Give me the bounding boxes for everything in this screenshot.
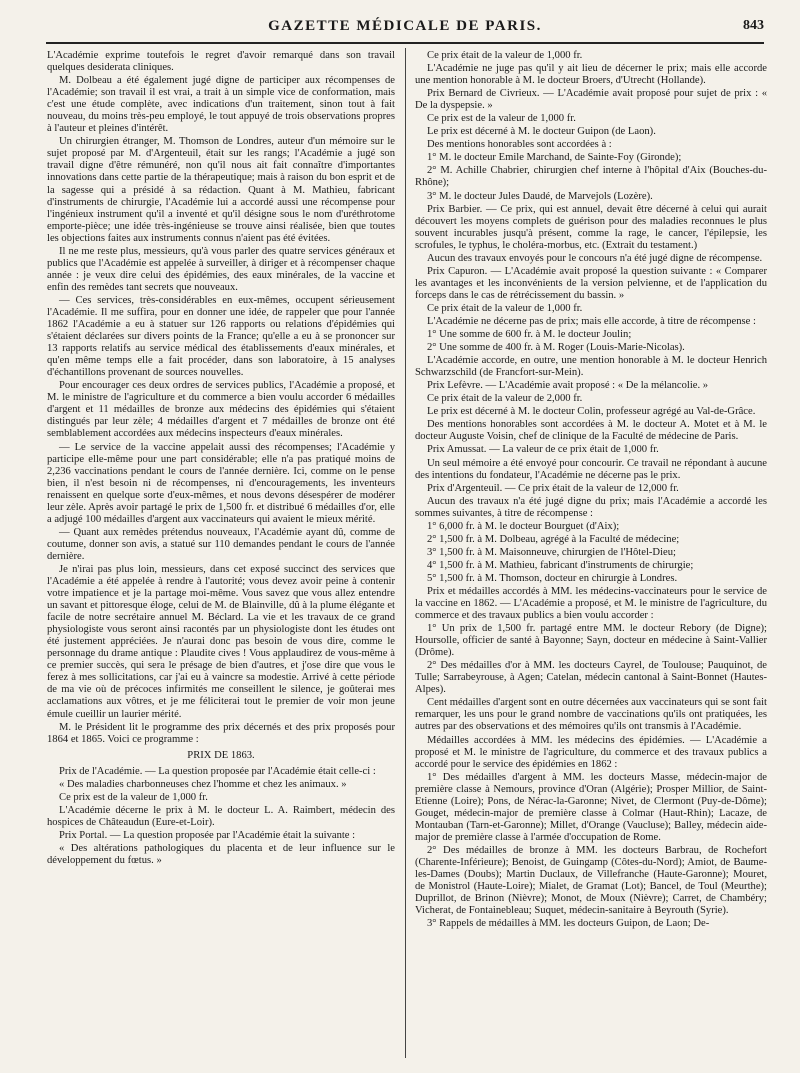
left-paragraph: — Le service de la vaccine appelait aussi des récompenses; l'Académie y participe elle-même pour une part considérable; elle n'a pas pratiqué moins de 2,236 vaccinations pendant le cours de l'année dernière. Ici, comme on le pense bien, il n'est besoin ni de récompenses, ni d'encouragements, les inventeurs renaissent en quelque sorte d'eux-mêmes, et nous devons désespérer de modérer leur zèle. Après avoir partagé le prix de 1,500 fr. et distribué 6 médailles d'or, elle a adjugé 100 médailles d'argent aux vaccinateurs qui avaient le mieux mérité. <box>47 441 395 525</box>
right-paragraph: Prix et médailles accordés à MM. les médecins-vaccinateurs pour le service de la vaccine en 1862. — L'Académie a proposé, et M. le ministre de l'agriculture, du commerce et des travaux publics a bien voulu accorder : <box>415 585 767 622</box>
right-paragraph: 3° 1,500 fr. à M. Maisonneuve, chirurgien de l'Hôtel-Dieu; <box>427 546 676 558</box>
right-paragraph: 3° M. le docteur Jules Daudé, de Marvejols (Lozère). <box>427 190 653 202</box>
right-paragraph: Prix Capuron. — L'Académie avait proposé la question suivante : « Comparer les avantages et les inconvénients de la version pelvienne, et de l'application du forceps dans le cas de rétrécissement du bassin. » <box>415 265 767 301</box>
left-column <box>47 50 395 868</box>
left-paragraph: M. Dolbeau a été également jugé digne de participer aux récompenses de l'Académie; son travail il est vrai, a trait à un simple vice de conformation, mais c'est une étude complète, avec indications d'un traitement, sinon tout à fait nouveau, du moins très-peu employé, le tout appuyé de trois observations propres à l'auteur et pleines d'intérêt. <box>47 75 395 135</box>
right-paragraph: 1° M. le docteur Emile Marchand, de Sainte-Foy (Gironde); <box>427 152 682 164</box>
left-paragraph: « Des maladies charbonneuses chez l'homme et chez les animaux. » <box>59 778 347 790</box>
right-paragraph: 2° M. Achille Chabrier, chirurgien chef interne à l'hôpital d'Aix (Bouches-du-Rhône); <box>415 165 767 189</box>
right-paragraph: 2° 1,500 fr. à M. Dolbeau, agrégé à la Faculté de médecine; <box>427 533 680 545</box>
right-paragraph: 1° 6,000 fr. à M. le docteur Bourguet (d'Aix); <box>427 520 620 532</box>
right-column <box>415 50 767 931</box>
left-paragraph: « Des altérations pathologiques du placenta et de leur influence sur le développement du fœtus. » <box>47 843 395 867</box>
right-paragraph: L'Académie accorde, en outre, une mention honorable à M. le docteur Henrich Schwarzschild (de Francfort-sur-Mein). <box>415 355 767 379</box>
right-paragraph: Le prix est décerné à M. le docteur Guipon (de Laon). <box>427 126 656 138</box>
right-paragraph: 3° Rappels de médailles à MM. les docteurs Guipon, de Laon; De- <box>427 918 710 930</box>
left-paragraph: Je n'irai pas plus loin, messieurs, dans cet exposé succinct des services que l'Académie a été appelée à rendre à l'autorité; vous devez avoir peine à contenir votre impatience et je la partage moi-même. Vous savez que vous allez entendre un savant et pittoresque éloge, celui de M. de Blainville, dû à la plume élégante et facile de notre secrétaire annuel M. Béclard. La vie et les travaux de ce grand physiologiste vous seront ainsi racontés par un physiologiste dont les études ont été justement appréciées. Je n'aurai donc pas besoin de vous dire, comme le personnage du drame antique : Plaudite cives ! Vous applaudirez de vous-même à ce premier succès, qui sera le présage de bien d'autres, et j'ose dire que vous le ferez à mes sollicitations, car j'ai eu à vaincre sa modestie. Arrivé à cette période de ma vie où de précoces infirmités me conseillent le silence, je goûterai mes acclamations aux vôtres, et je me féliciterai tout le premier de voir mon jeune émule cueillir un laurier mérité. <box>47 563 395 720</box>
running-title: GAZETTE MÉDICALE DE PARIS. <box>268 18 542 34</box>
right-paragraph: Un seul mémoire a été envoyé pour concourir. Ce travail ne répondant à aucune des intentions du fondateur, l'Académie ne décerne pas le prix. <box>415 457 767 481</box>
right-paragraph: Des mentions honorables sont accordées à M. le docteur A. Motet et à M. le docteur Auguste Voisin, chef de clinique de la Faculté de médecine de Paris. <box>415 419 767 443</box>
page-header <box>46 18 764 44</box>
right-paragraph: Prix d'Argenteuil. — Ce prix était de la valeur de 12,000 fr. <box>427 482 679 494</box>
left-paragraph: Ce prix est de la valeur de 1,000 fr. <box>59 791 208 803</box>
left-paragraph: PRIX DE 1863. <box>187 749 255 761</box>
left-paragraph: Prix de l'Académie. — La question proposée par l'Académie était celle-ci : <box>59 765 376 777</box>
right-paragraph: 2° Une somme de 400 fr. à M. Roger (Louis-Marie-Nicolas). <box>427 342 685 354</box>
left-paragraph: Pour encourager ces deux ordres de services publics, l'Académie a proposé, et M. le ministre de l'agriculture et du commerce a bien voulu accorder 6 médailles d'argent et 11 médailles de bronze aux médecins des épidémies qui s'étaient distingués par leur zèle; 4 médailles d'argent et 7 médailles de bronze ont été semblablement accordées aux médecins inspecteurs d'eaux minérales. <box>47 380 395 440</box>
left-paragraph: Prix Portal. — La question proposée par l'Académie était la suivante : <box>59 829 356 841</box>
right-paragraph: Le prix est décerné à M. le docteur Colin, professeur agrégé au Val-de-Grâce. <box>427 406 756 418</box>
right-paragraph: Ce prix était de la valeur de 1,000 fr. <box>427 302 583 314</box>
left-paragraph: — Quant aux remèdes prétendus nouveaux, l'Académie ayant dû, comme de coutume, donner son avis, a statué sur 110 demandes pendant le cours de l'année dernière. <box>47 526 395 562</box>
right-paragraph: 1° Une somme de 600 fr. à M. le docteur Joulin; <box>427 329 632 341</box>
right-paragraph: Aucun des travaux n'a été jugé digne du prix; mais l'Académie a accordé les sommes suivantes, à titre de récompense : <box>415 495 767 519</box>
right-paragraph: Cent médailles d'argent sont en outre décernées aux vaccinateurs qui se sont fait remarquer, les uns pour le grand nombre de vaccinations qu'ils ont pratiquées, les autres par des observations et des mémoires qu'ils ont transmis à l'Académie. <box>415 697 767 733</box>
right-paragraph: Prix Barbier. — Ce prix, qui est annuel, devait être décerné à celui qui aurait découvert les moyens complets de guérison pour des maladies reconnues le plus souvent incurables jusqu'à présent, comme la rage, le cancer, l'épilepsie, les scrofules, le typhus, le choléra-morbus, etc. (Extrait du testament.) <box>415 203 767 251</box>
right-paragraph: 2° Des médailles d'or à MM. les docteurs Cayrel, de Toulouse; Pauquinot, de Tulle; Sarrabeyrouse, à Agen; Catelan, médecin cantonal à Saint-Bonnet (Hautes-Alpes). <box>415 660 767 696</box>
right-paragraph: Prix Bernard de Civrieux. — L'Académie avait proposé pour sujet de prix : « De la dyspepsie. » <box>415 88 767 112</box>
right-paragraph: Ce prix était de la valeur de 1,000 fr. <box>427 50 583 61</box>
right-paragraph: Médailles accordées à MM. les médecins des épidémies. — L'Académie a proposé et M. le ministre de l'agriculture, du commerce et des travaux publics a accordé pour le service des épidémies en 1862 : <box>415 734 767 770</box>
right-paragraph: 5° 1,500 fr. à M. Thomson, docteur en chirurgie à Londres. <box>427 572 678 584</box>
right-paragraph: L'Académie ne juge pas qu'il y ait lieu de décerner le prix; mais elle accorde une mention honorable à M. le docteur Broers, d'Utrecht (Hollande). <box>415 63 767 87</box>
left-paragraph: M. le Président lit le programme des prix décernés et des prix proposés pour 1864 et 1865. Voici ce programme : <box>47 721 395 745</box>
column-divider <box>405 48 406 1058</box>
right-paragraph: Prix Amussat. — La valeur de ce prix était de 1,000 fr. <box>427 444 659 456</box>
right-paragraph: L'Académie ne décerne pas de prix; mais elle accorde, à titre de récompense : <box>427 315 756 327</box>
right-paragraph: Aucun des travaux envoyés pour le concours n'a été jugé digne de récompense. <box>427 252 763 264</box>
left-paragraph: — Ces services, très-considérables en eux-mêmes, occupent sérieusement l'Académie. Il me suffira, pour en donner une idée, de rappeler que pour l'année 1862 l'Académie a eu à statuer sur 126 rapports ou relations d'épidémies qui s'étaient déclarées sur divers points de la France; qu'elle a eu à se prononcer sur 13 rapports relatifs au service médical des établissements d'eaux minérales, et qu'en même temps elle a fait procéder, dans son laboratoire, à 15 analyses d'échantillons provenant de sources nouvelles. <box>47 294 395 379</box>
right-paragraph: Ce prix était de la valeur de 2,000 fr. <box>427 393 583 405</box>
right-paragraph: Ce prix est de la valeur de 1,000 fr. <box>427 113 576 125</box>
right-paragraph: 1° Des médailles d'argent à MM. les docteurs Masse, médecin-major de première classe à Nemours, province d'Oran (Algérie); Prosper Millior, de Saint-Etienne (Loire); Pons, de Nérac-la-Garonne; Nivet, de Clermont (Puy-de-Dôme); Gouget, médecin-major de première classe à Colmar (Haut-Rhin); Lacaze, de Montauban (Tarn-et-Garonne); Millet, d'Orange (Vaucluse); Balley, médecin aide-major de première classe à l'armée d'occupation de Rome. <box>415 771 767 843</box>
left-paragraph: L'Académie décerne le prix à M. le docteur L. A. Raimbert, médecin des hospices de Châteaudun (Eure-et-Loir). <box>47 804 395 828</box>
right-paragraph: Prix Lefèvre. — L'Académie avait proposé : « De la mélancolie. » <box>427 380 709 392</box>
left-paragraph: L'Académie exprime toutefois le regret d'avoir remarqué dans son travail quelques desiderata cliniques. <box>47 50 395 74</box>
right-paragraph: 2° Des médailles de bronze à MM. les docteurs Barbrau, de Rochefort (Charente-Inférieure); Benoist, de Guingamp (Côtes-du-Nord); Amiot, de Baume-les-Dames (Doubs); Martin Duclaux, de Villefranche (Haute-Garonne); Mouret, de Monistrol (Haute-Loire); Mialet, de Gramat (Lot); Bancel, de Toul (Meurthe); Duprillot, de Brinon (Nièvre); Monot, de Moux (Nièvre); Carret, de Chambéry; Vicherat, de Fontainebleau; Suquet, médecin-sanitaire à Beyrouth (Syrie). <box>415 844 767 917</box>
left-paragraph: Un chirurgien étranger, M. Thomson de Londres, auteur d'un mémoire sur le sujet proposé par M. d'Argenteuil, était sur les rangs; l'Académie a jugé son travail digne d'être rémunéré, non qu'il nous ait fait connaître d'importantes innovations dans cette partie de la thérapeutique; mais à raison du bon esprit et de la sagesse qui a présidé à sa rédaction. Quant à M. Mathieu, fabricant d'instruments de chirurgie, l'Académie lui a accordé aussi une récompense pour l'ingénieux instrument qu'il a inventé et qu'il désigne sous le nom d'uréthrotome emporte-pièce; une idée très-ingénieuse se trouve ainsi réalisée, bien que toutes les objections faites aux instruments connus n'aient pas été évitées. <box>47 136 395 244</box>
right-paragraph: 1° Un prix de 1,500 fr. partagé entre MM. le docteur Rebory (de Digne); Hoursolle, officier de santé à Bayonne; Sayn, docteur en médecine à Saint-Vallier (Drôme). <box>415 623 767 659</box>
right-paragraph: Des mentions honorables sont accordées à : <box>427 139 612 151</box>
right-paragraph: 4° 1,500 fr. à M. Mathieu, fabricant d'instruments de chirurgie; <box>427 559 694 571</box>
left-paragraph: Il ne me reste plus, messieurs, qu'à vous parler des quatre services généraux et publics que l'Académie est appelée à surveiller, à diriger et à récompenser chaque année : je veux dire celui des épidémies, des eaux minérales, de la vaccine et enfin des remèdes tant secrets que nouveaux. <box>47 245 395 293</box>
page-number: 843 <box>743 18 764 33</box>
